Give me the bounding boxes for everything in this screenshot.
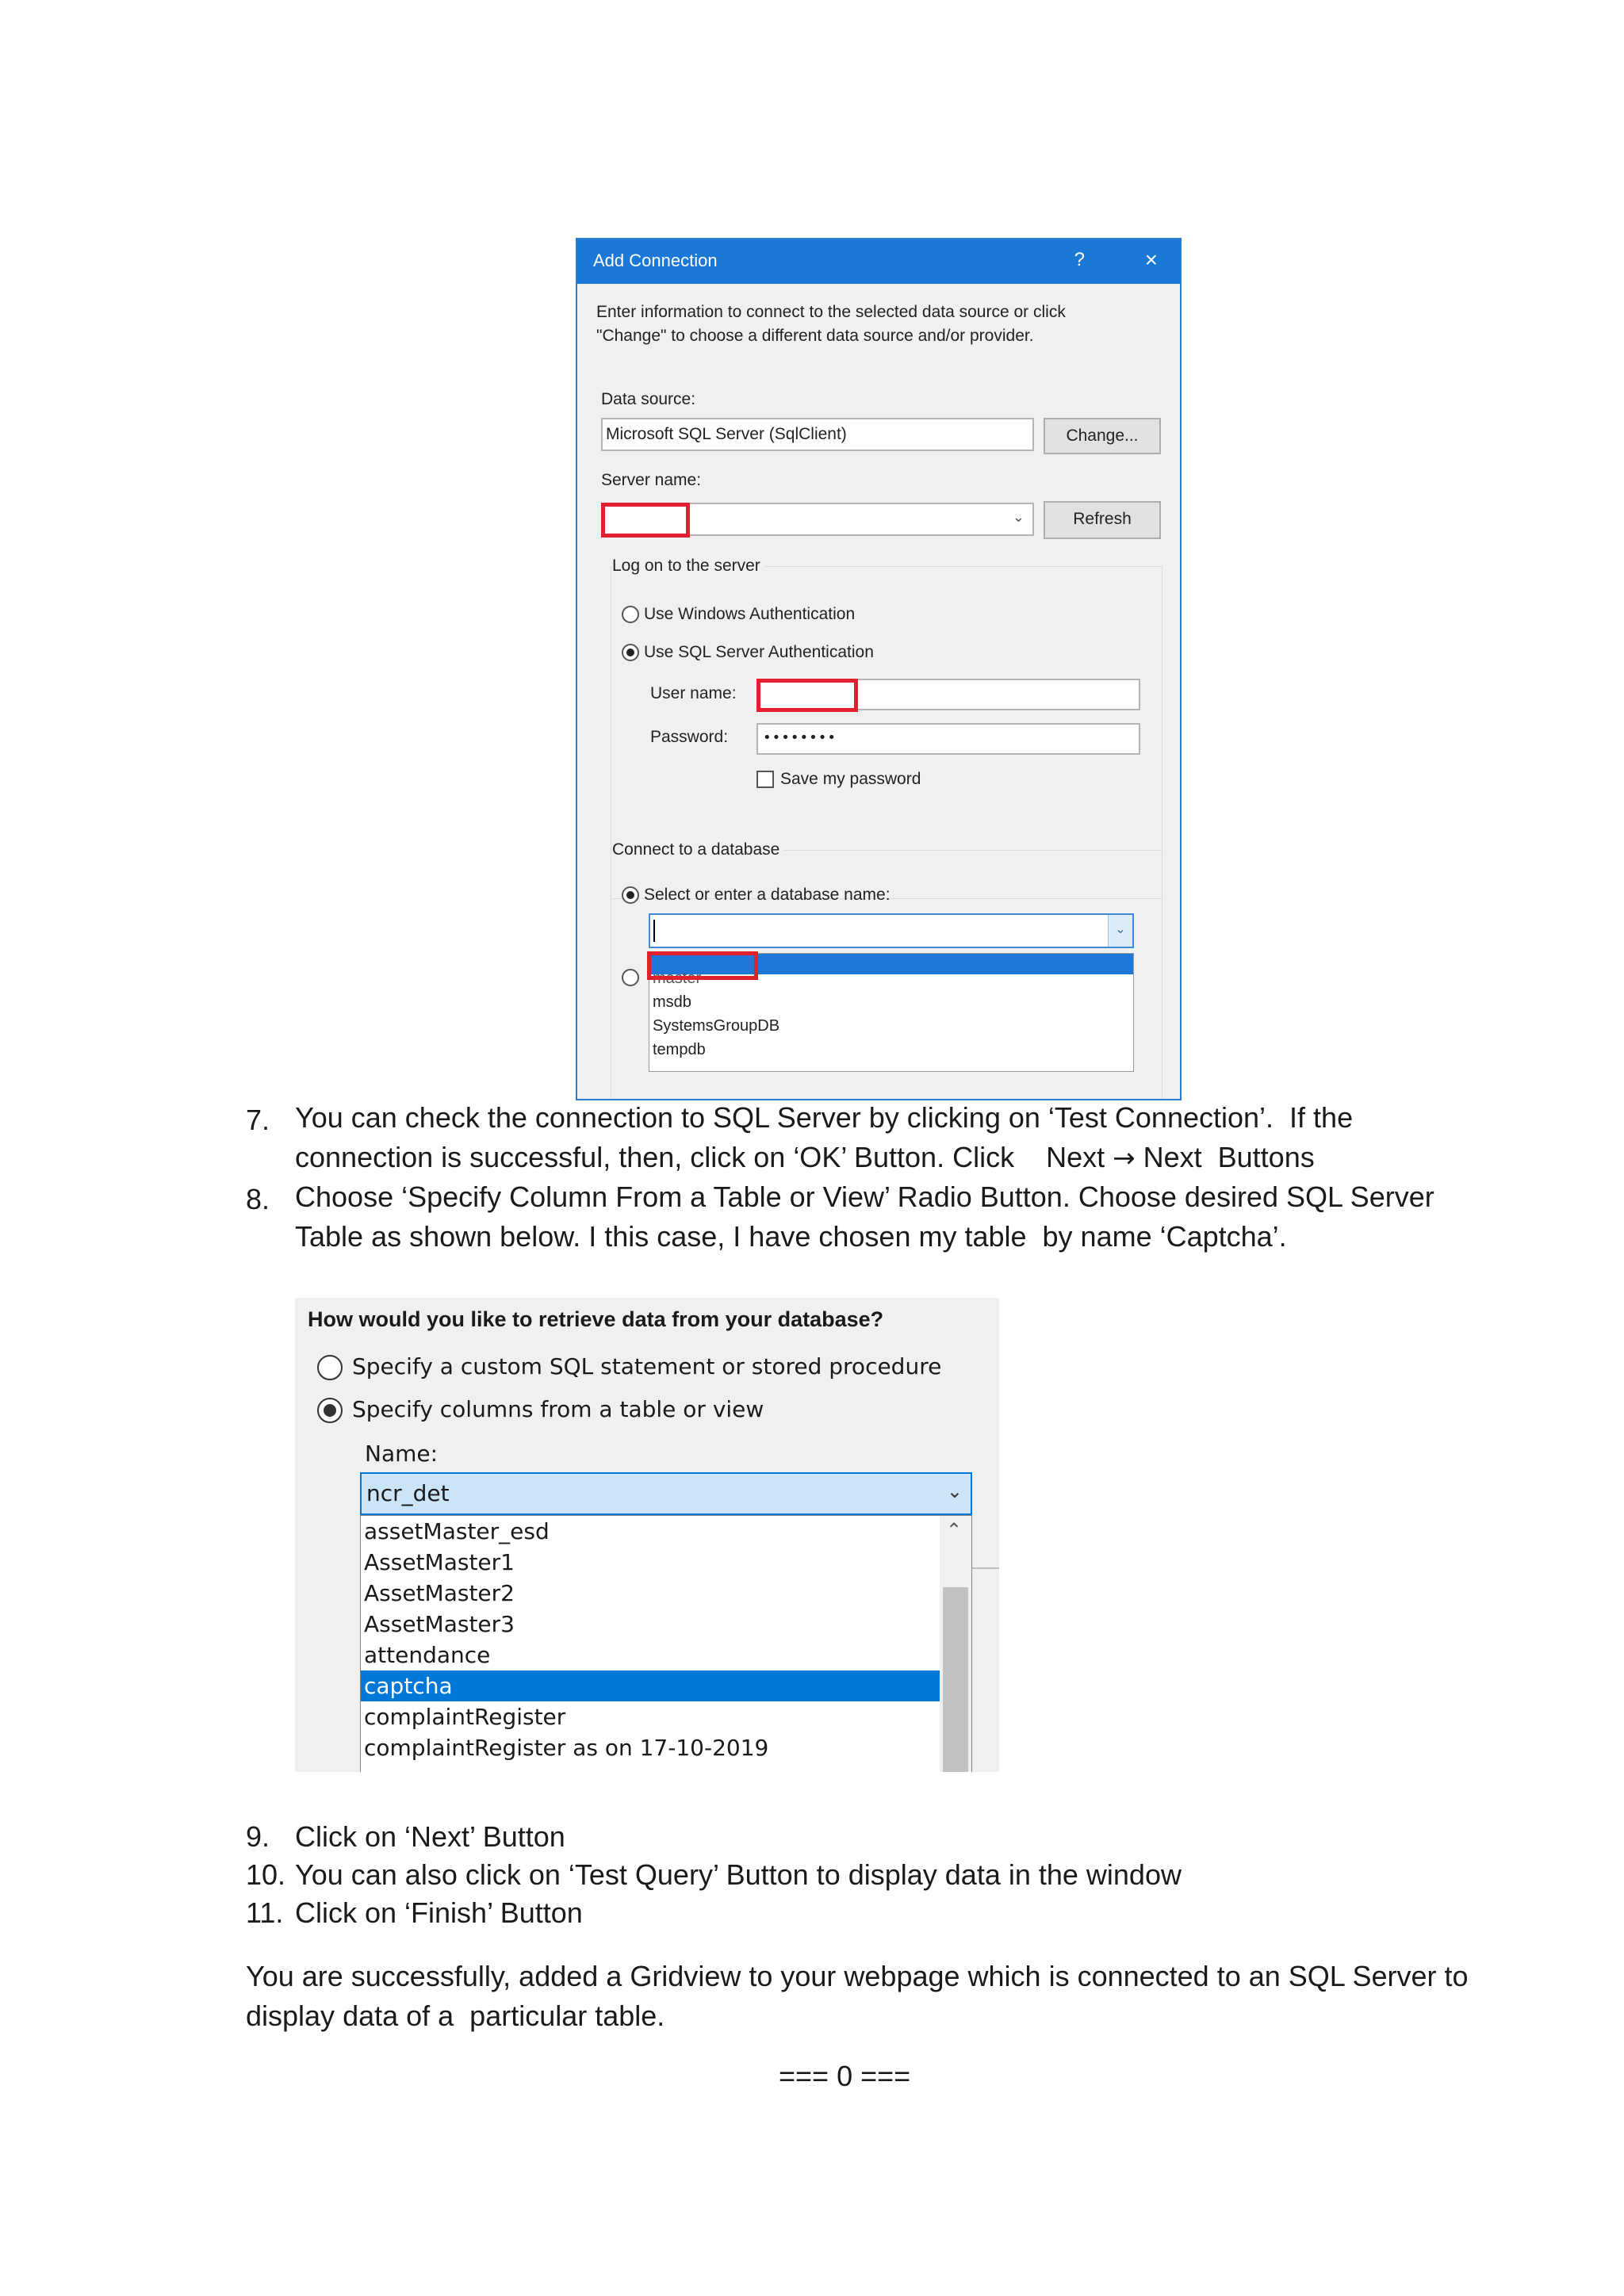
server-name-label: Server name: [601, 471, 702, 489]
close-icon[interactable]: × [1144, 247, 1158, 272]
password-label: Password: [650, 728, 729, 746]
redacted-server-name [601, 503, 690, 538]
intro-text-line2: "Change" to choose a different data source and/or provider. [596, 327, 1034, 345]
help-icon[interactable]: ? [1074, 249, 1085, 270]
end-marker: === 0 === [779, 2060, 911, 2092]
windows-auth-label: Use Windows Authentication [644, 605, 856, 623]
dialog-title: Add Connection [593, 251, 718, 270]
password-value: •••••••• [763, 729, 837, 746]
password-input[interactable] [756, 723, 1140, 755]
add-connection-dialog [576, 238, 1182, 1100]
divider [972, 1567, 999, 1569]
select-db-radio[interactable] [622, 886, 639, 904]
table-list-item[interactable]: AssetMaster3 [364, 1611, 515, 1637]
custom-sql-label: Specify a custom SQL statement or stored procedure [352, 1353, 942, 1380]
windows-auth-radio[interactable] [622, 606, 639, 623]
step-8-line1: Choose ‘Specify Column From a Table or View’ Radio Button. Choose desired SQL Server [295, 1181, 1434, 1213]
table-list-item[interactable]: assetMaster_esd [364, 1518, 550, 1544]
db-option[interactable]: master [653, 970, 702, 987]
table-list-item-selected[interactable]: captcha [361, 1670, 940, 1701]
table-list [360, 1515, 972, 1772]
data-source-field [601, 418, 1034, 451]
step-7-number: 7. [246, 1104, 270, 1136]
step-9-number: 9. [246, 1820, 270, 1853]
database-name-combo[interactable] [649, 913, 1134, 948]
step-7-text [295, 1098, 1353, 1178]
db-option[interactable]: tempdb [653, 1041, 706, 1058]
select-db-label: Select or enter a database name: [644, 886, 891, 904]
data-source-label: Data source: [601, 390, 696, 408]
chevron-down-icon: ⌄ [1012, 509, 1025, 525]
save-password-checkbox[interactable] [756, 771, 774, 788]
db-option[interactable]: SystemsGroupDB [653, 1017, 780, 1035]
conclusion-line2: display data of a particular table. [246, 1999, 665, 2032]
attach-db-radio[interactable] [622, 969, 639, 986]
text-caret [653, 920, 655, 942]
step-8-text [295, 1177, 1434, 1257]
step-7-line1: You can check the connection to SQL Server by clicking on ‘Test Connection’. If the [295, 1101, 1354, 1134]
dialog-titlebar [577, 239, 1180, 284]
step-7-line2b: Next Buttons [1135, 1141, 1315, 1173]
conclusion-line1: You are successfully, added a Gridview to your webpage which is connected to an SQL Server to [246, 1960, 1469, 1992]
data-source-value: Microsoft SQL Server (SqlClient) [606, 425, 847, 443]
table-columns-radio[interactable] [317, 1398, 343, 1423]
table-name-combo[interactable] [360, 1472, 972, 1515]
redacted-database-name [647, 951, 758, 980]
logon-group-label: Log on to the server [612, 557, 765, 576]
step-7-line2a: connection is successful, then, click on ‘OK’ Button. Click Next [295, 1141, 1113, 1173]
step-9-text: Click on ‘Next’ Button [295, 1820, 565, 1853]
redacted-user-name [756, 679, 858, 712]
sql-auth-label: Use SQL Server Authentication [644, 643, 874, 661]
change-button[interactable]: Change... [1044, 418, 1161, 454]
user-name-label: User name: [650, 684, 737, 702]
table-list-item[interactable]: attendance [364, 1642, 491, 1668]
conclusion-paragraph [246, 1957, 1469, 2036]
step-8-line2: Table as shown below. I this case, I have chosen my table by name ‘Captcha’. [295, 1220, 1287, 1253]
save-password-label: Save my password [780, 770, 921, 788]
table-list-item[interactable]: complaintRegister [364, 1704, 566, 1730]
intro-text-line1: Enter information to connect to the selected data source or click [596, 303, 1066, 321]
step-10-number: 10. [246, 1858, 286, 1891]
chevron-down-icon[interactable]: ⌄ [946, 1480, 963, 1502]
chevron-up-icon[interactable]: ⌃ [946, 1519, 963, 1541]
selected-table: ncr_det [366, 1480, 450, 1506]
table-list-item[interactable]: AssetMaster2 [364, 1580, 515, 1606]
list-scrollbar[interactable] [940, 1516, 971, 1772]
step-11-text: Click on ‘Finish’ Button [295, 1896, 583, 1929]
step-11-number: 11. [246, 1896, 284, 1929]
table-columns-label: Specify columns from a table or view [352, 1396, 764, 1422]
connect-group-label: Connect to a database [612, 840, 784, 859]
refresh-button[interactable]: Refresh [1044, 501, 1161, 539]
table-list-item[interactable]: AssetMaster1 [364, 1549, 515, 1575]
retrieve-data-panel [295, 1298, 999, 1772]
arrow-right-icon: → [1113, 1142, 1136, 1174]
chevron-down-icon[interactable]: ⌄ [1108, 915, 1132, 947]
name-label: Name: [365, 1441, 439, 1467]
db-option[interactable]: msdb [653, 993, 691, 1011]
custom-sql-radio[interactable] [317, 1355, 343, 1380]
sql-auth-radio[interactable] [622, 644, 639, 661]
retrieve-question: How would you like to retrieve data from your database? [308, 1307, 884, 1331]
table-list-item[interactable]: complaintRegister as on 17-10-2019 [364, 1735, 769, 1761]
step-10-text: You can also click on ‘Test Query’ Button to display data in the window [295, 1858, 1182, 1891]
step-8-number: 8. [246, 1183, 270, 1215]
scrollbar-thumb[interactable] [943, 1587, 968, 1772]
